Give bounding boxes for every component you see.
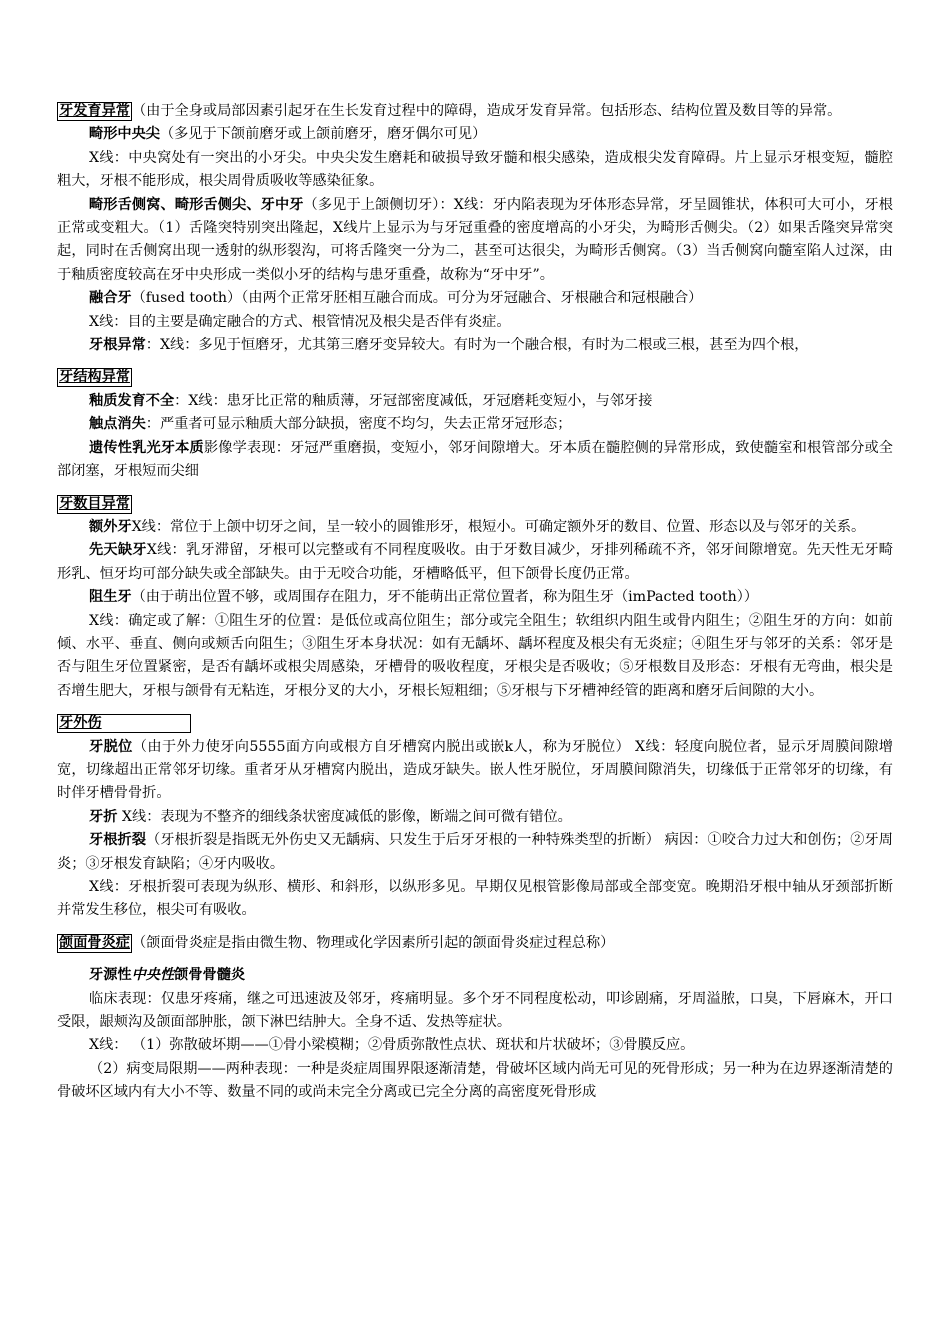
paragraph-luxation [57,736,893,806]
paragraph-supernumerary [57,516,893,539]
paragraph-fracture [57,806,893,829]
paragraph-root-anomaly [57,334,893,357]
paragraph-impacted [57,586,893,609]
paragraph-diffuse-stage: X线： （1）弥散破坏期——①骨小梁模糊；②骨质弥散性点状、斑状和片状破坏；③骨膜反应。 [89,1037,695,1054]
paragraph-dentinogenesis [57,437,893,484]
term: 触点消失 [89,416,146,433]
paragraph-text: （多见于上颌侧切牙）：X线：牙内陷表现为牙体形态异常，牙呈圆锥状，体积可大可小，牙根正常或变粗大。（1）舌隆突特别突出隆起，X线片上显示为与牙冠重叠的密度增高的小牙尖，为畸形舌侧尖。（2）如果舌隆突异常突起，同时在舌侧窝出现一透射的纵形裂沟，可将舌隆突一分为二，甚至可达很尖，为畸形舌侧窝。（3）当舌侧窝向髓室陷人过深，由于釉质密度较高在牙中央形成一类似小牙的结构与患牙重叠，故称为“牙中牙”。 [57,196,893,283]
paragraph-root-fracture-xray: X线：牙根折裂可表现为纵形、横形、和斜形，以纵形多见。早期仅见根管影像局部或全部变宽。晚期沿牙根中轴从牙颈部折断并常发生移位，根尖可有吸收。 [57,879,893,919]
document-page [57,100,893,1105]
term: 牙脱位 [89,738,133,755]
section-dev-anomaly-intro [57,100,893,123]
term: 畸形中央尖 [89,126,160,143]
paragraph-text: 影像学表现：牙冠严重磨损，变短小，邻牙间隙增大。牙本质在髓腔侧的异常形成，致使髓室和根管部分或全部闭塞，牙根短而尖细 [57,439,893,480]
paragraph-fused-tooth-xray: X线：目的主要是确定融合的方式、根管情况及根尖是否伴有炎症。 [89,313,511,330]
paragraph-text: X线：表现为不整齐的细线条状密度减低的影像，断端之间可微有错位。 [117,808,572,825]
term: 融合牙 [89,290,132,307]
paragraph-text: （由于萌出位置不够，或周围存在阻力，牙不能萌出正常位置者，称为阻生牙（imPacted tooth）） [131,589,759,606]
section-number-anomaly [57,493,893,516]
paragraph-text: （牙根折裂是指既无外伤史又无龋病、只发生于后牙牙根的一种特殊类型的折断） 病因：①咬合力过大和创伤；②牙周炎；③牙根发育缺陷；④牙内吸收。 [57,832,893,872]
paragraph-fused-tooth [57,287,893,310]
paragraph-contact-loss [57,413,893,436]
paragraph-text: ：X线：多见于恒磨牙，尤其第三磨牙变异较大。有时为一个融合根，有时为二根或三根，甚至为四个根， [145,337,809,354]
paragraph-enamel-hypoplasia [57,390,893,413]
subheading-osteomyelitis [57,964,893,987]
paragraph-text: ：X线：患牙比正常的釉质薄，牙冠部密度减低，牙冠磨耗变短小，与邻牙接 [174,392,653,409]
section-heading-number-anomaly: 牙数目异常 [59,495,130,512]
section-heading-dev-anomaly: 牙发育异常 [59,103,130,119]
section-trauma [57,712,893,735]
term: 牙根异常 [89,337,146,354]
paragraph-text: （由于全身或局部因素引起牙在生长发育过程中的障碍，造成牙发育异常。包括形态、结构位置及数目等的异常。 [131,103,842,119]
paragraph-text: （颌面骨炎症是指由微生物、物理或化学因素所引起的颌面骨炎症过程总称） [131,934,615,951]
term: 釉质发育不全 [89,392,175,409]
section-heading-trauma: 牙外伤 [57,714,191,733]
term: 牙根折裂 [89,832,147,849]
term: 遗传性乳光牙本质 [89,439,204,456]
paragraph-text: （由于外力使牙向5555面方向或根方自牙槽窝内脱出或嵌k人，称为牙脱位） X线：轻度向脱位者，显示牙周膜间隙增宽，切缘超出正常邻牙切缘。重者牙从牙槽窝内脱出，造成牙缺失。嵌人性牙脱位，牙周膜间隙消失，切缘低于正常邻牙的切缘，有时伴牙槽骨骨折。 [57,738,893,802]
paragraph-text: X线：常位于上颌中切牙之间，呈一较小的圆锥形牙，根短小。可确定额外牙的数目、位置、形态以及与邻牙的关系。 [131,518,866,535]
paragraph-dens-evaginatus-xray: X线：中央窝处有一突出的小牙尖。中央尖发生磨耗和破损导致牙髓和根尖感染，造成根尖发育障碍。片上显示牙根变短，髓腔粗大，牙根不能形成，根尖周骨质吸收等感染征象。 [57,149,893,190]
paragraph-impacted-xray: X线：确定或了解：①阻生牙的位置：是低位或高位阻生；部分或完全阻生；软组织内阻生或骨内阻生；②阻生牙的方向：如前倾、水平、垂直、侧向或颊舌向阻生；③阻生牙本身状况：如有无龋坏、龋坏程度及根尖有无炎症；④阻生牙与邻牙的关系：邻牙是否与阻生牙位置紧密，是否有龋坏或根尖周感染，牙槽骨的吸收程度，牙根尖是否吸收；⑤牙根数目及形态：牙根有无弯曲，根尖是否增生肥大，牙根与颌骨有无粘连，牙根分叉的大小，牙根长短粗细；⑤牙根与下牙槽神经管的距离和磨牙后间隙的大小。 [57,612,893,699]
term: 额外牙 [89,518,132,535]
paragraph-text: ：严重者可显示釉质大部分缺损，密度不均匀，失去正常牙冠形态； [145,416,572,433]
paragraph-localized-stage: （2）病变局限期——两种表现：一种是炎症周围界限逐渐清楚，骨破坏区域内尚无可见的死骨形成；另一种为在边界逐渐清楚的骨破坏区域内有大小不等、数量不同的或尚未完全分离或已完全分离的高密度死骨形成 [57,1060,893,1101]
subheading-part: 颌骨骨髓炎 [174,967,246,984]
term: 阻生牙 [89,589,132,606]
subheading-part: 牙源性 [89,967,132,984]
section-structure-anomaly [57,366,893,389]
subheading-part-italic: 中央性 [131,967,175,984]
section-inflammation [57,932,893,955]
paragraph-text: X线：乳牙滞留，牙根可以完整或有不同程度吸收。由于牙数目减少，牙排列稀疏不齐，邻牙间隙增宽。先天性无牙畸形乳、恒牙均可部分缺失或全部缺失。由于无咬合功能，牙槽略低平，但下颌骨长度仍正常。 [57,542,893,582]
paragraph-root-fracture [57,829,893,876]
paragraph-dens-evaginatus [57,123,893,146]
paragraph-text: （fused tooth）（由两个正常牙胚相互融合而成。可分为牙冠融合、牙根融合和冠根融合） [131,290,703,307]
paragraph-clinical: 临床表现：仅患牙疼痛，继之可迅速波及邻牙，疼痛明显。多个牙不同程度松动，叩诊剧痛，牙周溢脓，口臭，下唇麻木，开口受限，龈颊沟及颌面部肿胀，颌下淋巴结肿大。全身不适、发热等症状。 [57,990,893,1031]
section-heading-structure-anomaly: 牙结构异常 [59,369,130,386]
section-heading-inflammation: 颌面骨炎症 [59,934,130,951]
paragraph-text: （多见于下颌前磨牙或上颌前磨牙，磨牙偶尔可见） [159,126,487,143]
term: 先天缺牙 [89,542,147,559]
paragraph-congenital-missing [57,539,893,586]
paragraph-dens-invaginatus [57,194,893,288]
term: 牙折 [89,808,118,825]
term: 畸形舌侧窝、畸形舌侧尖、牙中牙 [89,196,304,213]
